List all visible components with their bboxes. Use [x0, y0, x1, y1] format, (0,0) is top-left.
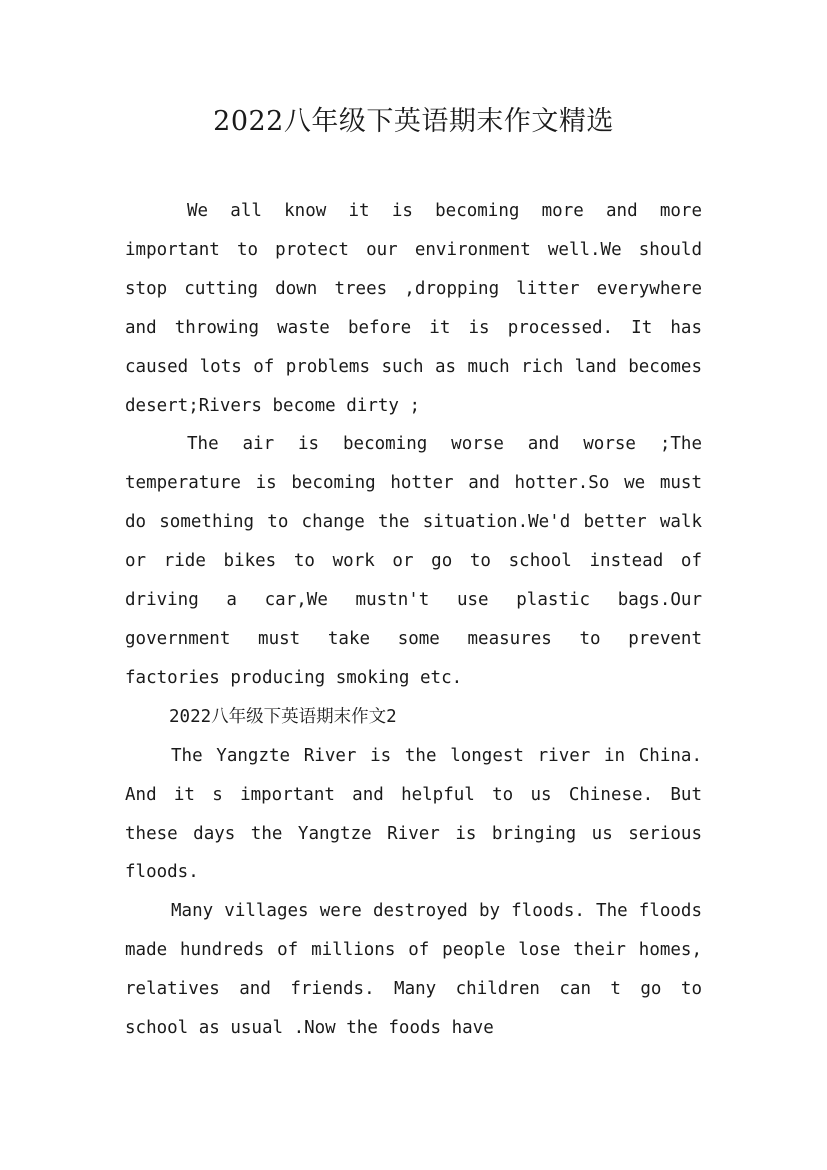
section-subheading: 2022八年级下英语期末作文2 — [169, 706, 397, 727]
document-body — [125, 192, 702, 1048]
paragraph-1: We all know it is becoming more and more important to protect our environment well.We should stop cutting down trees ,dropping litter everywhere and throwing waste before it is processed. It has caused lots of problems such as much rich land becomes desert;Rivers become dirty ; — [125, 201, 702, 416]
paragraph-3: The Yangzte River is the longest river in China. And it s important and helpful to us Chinese. But these days the Yangtze River is bringing us serious floods. — [125, 745, 702, 883]
document-title: 2022八年级下英语期末作文精选 — [213, 106, 614, 137]
paragraph-4: Many villages were destroyed by floods. The floods made hundreds of millions of people lose their homes, relatives and friends. Many children can t go to school as usual .Now the foods have — [125, 901, 702, 1039]
paragraph-2: The air is becoming worse and worse ;The temperature is becoming hotter and hotter.So we must do something to change the situation.We'd better walk or ride bikes to work or go to school instead of driving a car,We mustn't use plastic bags.Our government must take some measures to prevent factories producing smoking etc. — [125, 434, 702, 688]
